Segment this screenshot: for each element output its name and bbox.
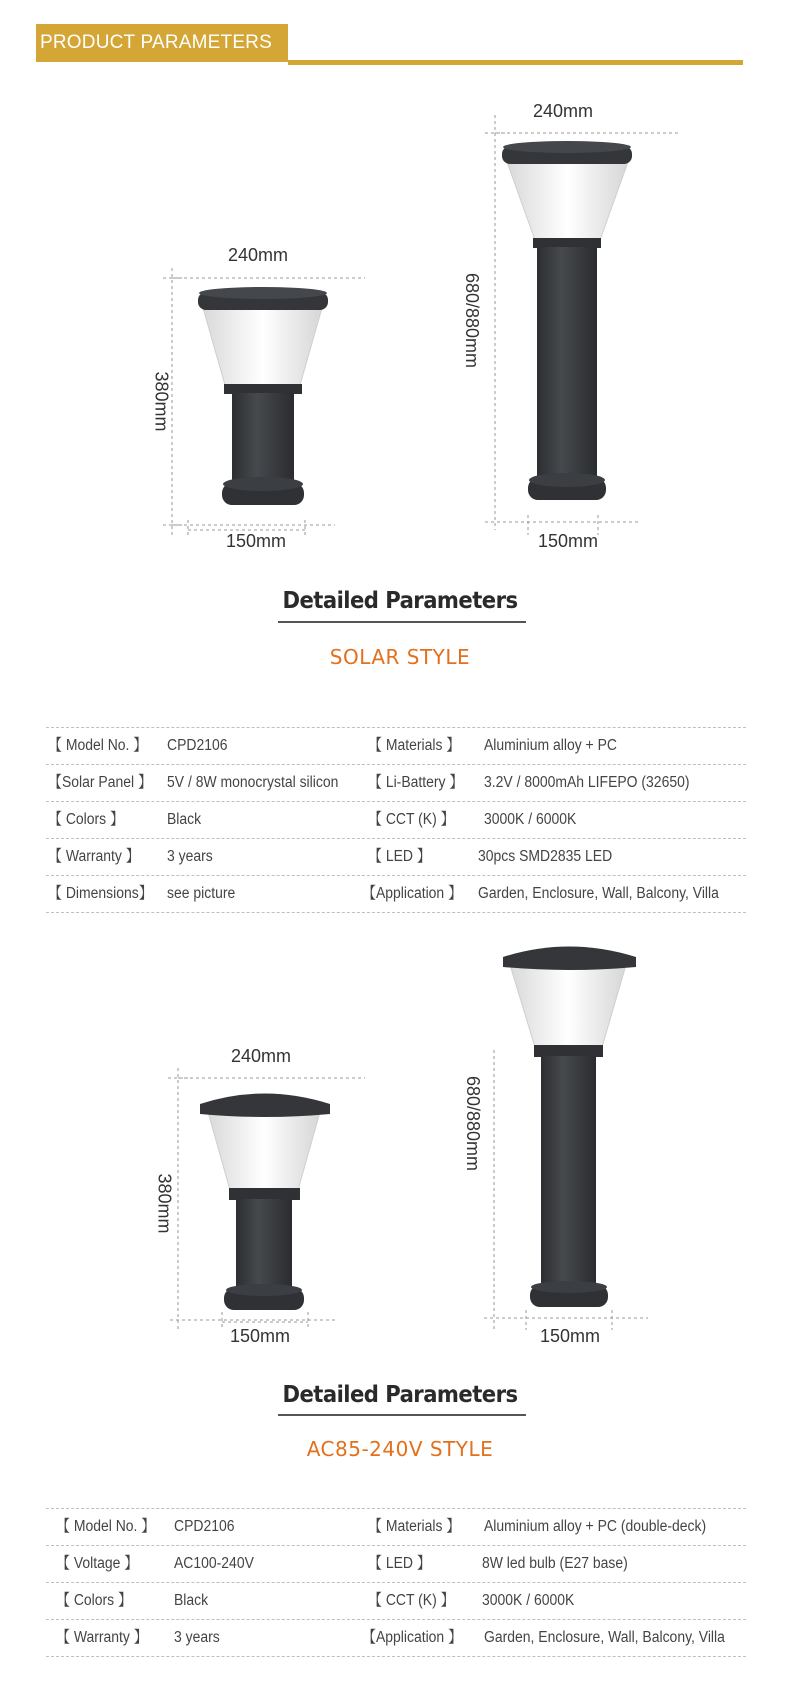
- param-label: 【 Colors 】: [56, 1592, 132, 1609]
- table-row: [46, 764, 746, 801]
- param-label: 【 LED 】: [368, 1555, 431, 1572]
- table-row: [46, 1582, 746, 1619]
- param-label: 【Application 】: [362, 885, 463, 902]
- tall-solar-lamp: [502, 141, 632, 500]
- table-row: [46, 1545, 746, 1582]
- param-value: 8W led bulb (E27 base): [482, 1555, 628, 1572]
- small-lamp-top-width: 240mm: [228, 245, 289, 265]
- param-value: Aluminium alloy + PC: [484, 737, 617, 754]
- section1-title: Detailed Parameters: [282, 588, 518, 614]
- small-ac-lamp-top-width: 240mm: [231, 1046, 292, 1066]
- solar-parameters-table: [46, 727, 746, 913]
- param-label: 【 Voltage 】: [56, 1555, 139, 1572]
- param-label: 【 Warranty 】: [56, 1629, 148, 1646]
- table-row: [46, 727, 746, 764]
- ac-parameters-table: [46, 1508, 746, 1657]
- param-label: 【 Model No. 】: [48, 737, 148, 754]
- param-label: 【 Dimensions】: [48, 885, 153, 902]
- param-value: Aluminium alloy + PC (double-deck): [484, 1518, 707, 1535]
- section2-title-underline: [278, 1414, 526, 1416]
- small-ac-lamp-base-width: 150mm: [230, 1326, 291, 1346]
- param-label: 【 CCT (K) 】: [368, 1592, 455, 1609]
- table-row: [46, 1619, 746, 1657]
- param-label: 【 Colors 】: [48, 811, 124, 828]
- param-value: 3.2V / 8000mAh LIFEPO (32650): [484, 774, 690, 791]
- param-value: Black: [174, 1592, 209, 1609]
- param-label: 【 LED 】: [368, 848, 431, 865]
- param-value: Garden, Enclosure, Wall, Balcony, Villa: [484, 1629, 725, 1646]
- tall-lamp-top-width: 240mm: [533, 101, 594, 121]
- tall-ac-lamp-height: 680/880mm: [463, 1075, 484, 1172]
- section2-subtitle: AC85-240V STYLE: [306, 1437, 494, 1461]
- page-title: PRODUCT PARAMETERS: [40, 32, 272, 53]
- param-label: 【Application 】: [362, 1629, 463, 1646]
- param-label: 【 Li-Battery 】: [368, 774, 464, 791]
- tall-ac-lamp: [503, 947, 636, 1308]
- small-ac-lamp: [200, 1094, 330, 1311]
- solar-lamps-illustration: [0, 0, 800, 560]
- table-row: [46, 801, 746, 838]
- param-label: 【 Materials 】: [368, 1518, 461, 1535]
- param-value: 3000K / 6000K: [482, 1592, 575, 1609]
- section1-title-underline: [278, 621, 526, 623]
- param-label: 【 Materials 】: [368, 737, 461, 754]
- param-value: 3000K / 6000K: [484, 811, 577, 828]
- small-ac-lamp-height: 380mm: [154, 1173, 175, 1234]
- param-value: Black: [167, 811, 202, 828]
- param-value: CPD2106: [174, 1518, 235, 1535]
- param-value: AC100-240V: [174, 1555, 254, 1572]
- param-value: 5V / 8W monocrystal silicon: [167, 774, 339, 791]
- tall-lamp-base-width: 150mm: [538, 531, 599, 551]
- param-label: 【 Model No. 】: [56, 1518, 156, 1535]
- tall-lamp-height: 680/880mm: [462, 272, 483, 369]
- table-row: [46, 838, 746, 875]
- tall-ac-lamp-base-width: 150mm: [540, 1326, 601, 1346]
- table-row: [46, 875, 746, 913]
- param-label: 【Solar Panel 】: [48, 774, 152, 791]
- small-solar-lamp: [198, 287, 328, 505]
- section1-subtitle: SOLAR STYLE: [329, 645, 471, 669]
- small-lamp-base-width: 150mm: [226, 531, 287, 551]
- param-label: 【 Warranty 】: [48, 848, 140, 865]
- param-label: 【 CCT (K) 】: [368, 811, 455, 828]
- table-row: [46, 1508, 746, 1545]
- param-value: 3 years: [174, 1629, 220, 1646]
- section2-title: Detailed Parameters: [282, 1382, 518, 1408]
- small-lamp-height: 380mm: [151, 371, 172, 432]
- param-value: 30pcs SMD2835 LED: [478, 848, 613, 865]
- param-value: see picture: [167, 885, 236, 902]
- param-value: 3 years: [167, 848, 213, 865]
- param-value: Garden, Enclosure, Wall, Balcony, Villa: [478, 885, 719, 902]
- param-value: CPD2106: [167, 737, 228, 754]
